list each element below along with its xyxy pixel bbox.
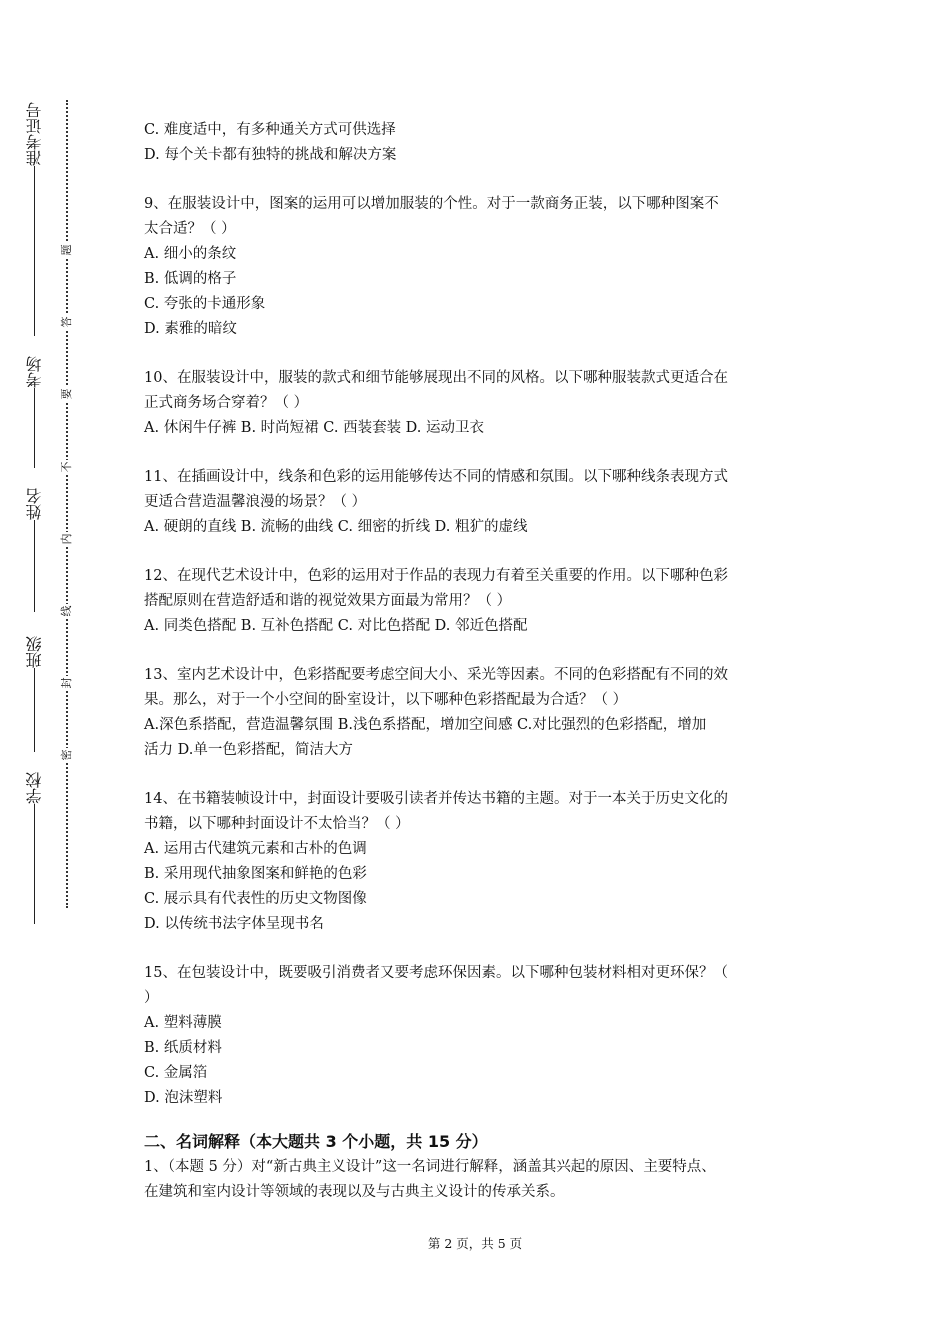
question-stem: 13、室内艺术设计中，色彩搭配要考虑空间大小、采光等因素。不同的色彩搭配有不同的效 bbox=[144, 667, 728, 683]
option-line: C. 难度适中，有多种通关方式可供选择 bbox=[144, 122, 396, 138]
option-line: A. 同类色搭配 B. 互补色搭配 C. 对比色搭配 D. 邻近色搭配 bbox=[144, 618, 528, 634]
question-stem: 14、在书籍装帧设计中，封面设计要吸引读者并传达书籍的主题。对于一本关于历史文化的 bbox=[144, 791, 728, 807]
question-stem: 更适合营造温馨浪漫的场景？（ ） bbox=[144, 494, 367, 510]
question-stem: 10、在服装设计中，服装的款式和细节能够展现出不同的风格。以下哪种服装款式更适合在 bbox=[144, 370, 728, 386]
question-10 bbox=[144, 366, 810, 441]
seal-char: 要 bbox=[60, 388, 73, 400]
field-label: 准考证号 bbox=[25, 102, 44, 166]
field-label: 班级 bbox=[25, 636, 44, 668]
option-line: B. 低调的格子 bbox=[144, 271, 237, 287]
option-line: 活力 D.单一色彩搭配，简洁大方 bbox=[144, 742, 353, 758]
question-stem: 9、在服装设计中，图案的运用可以增加服装的个性。对于一款商务正装，以下哪种图案不 bbox=[144, 196, 719, 212]
option-line: A. 塑料薄膜 bbox=[144, 1015, 222, 1031]
option-line: A.深色系搭配，营造温馨氛围 B.浅色系搭配，增加空间感 C.对比强烈的色彩搭配，增加 bbox=[144, 717, 707, 733]
option-line: C. 展示具有代表性的历史文物图像 bbox=[144, 891, 367, 907]
side-field-school bbox=[22, 752, 48, 924]
seal-dots bbox=[66, 100, 68, 908]
seal-char: 内 bbox=[60, 533, 73, 545]
question-stem: 正式商务场合穿着？（ ） bbox=[144, 395, 309, 411]
term-question-1 bbox=[144, 1155, 810, 1205]
seal-char: 不 bbox=[60, 461, 73, 473]
question-stem: ） bbox=[144, 990, 159, 1006]
option-line: D. 泡沫塑料 bbox=[144, 1090, 223, 1106]
option-line: A. 休闲牛仔裤 B. 时尚短裙 C. 西装套装 D. 运动卫衣 bbox=[144, 420, 485, 436]
question-stem: 在建筑和室内设计等领域的表现以及与古典主义设计的传承关系。 bbox=[144, 1184, 565, 1200]
exam-content bbox=[144, 118, 810, 1205]
option-line: B. 采用现代抽象图案和鲜艳的色彩 bbox=[144, 866, 367, 882]
question-stem: 书籍，以下哪种封面设计不太恰当？（ ） bbox=[144, 816, 410, 832]
side-field-name bbox=[22, 468, 48, 612]
fill-line bbox=[35, 668, 36, 752]
option-line: D. 每个关卡都有独特的挑战和解决方案 bbox=[144, 147, 397, 163]
field-label: 姓名 bbox=[25, 488, 44, 520]
question-8-tail bbox=[144, 118, 810, 168]
question-15 bbox=[144, 961, 810, 1111]
question-stem: 太合适？（ ） bbox=[144, 221, 236, 237]
question-stem: 11、在插画设计中，线条和色彩的运用能够传达不同的情感和氛围。以下哪种线条表现方式 bbox=[144, 469, 728, 485]
question-stem: 果。那么，对于一个小空间的卧室设计，以下哪种色彩搭配最为合适？（ ） bbox=[144, 692, 628, 708]
side-field-exam-room bbox=[22, 336, 48, 468]
section-title: 二、名词解释（本大题共 3 个小题，共 15 分） bbox=[144, 1132, 488, 1151]
option-line: B. 纸质材料 bbox=[144, 1040, 222, 1056]
question-14 bbox=[144, 787, 810, 937]
option-line: A. 运用古代建筑元素和古朴的色调 bbox=[144, 841, 367, 857]
option-line: D. 以传统书法字体呈现书名 bbox=[144, 916, 324, 932]
option-line: A. 细小的条纹 bbox=[144, 246, 237, 262]
fill-line bbox=[35, 520, 36, 612]
question-stem: 12、在现代艺术设计中，色彩的运用对于作品的表现力有着至关重要的作用。以下哪种色彩 bbox=[144, 568, 728, 584]
question-stem: 1、（本题 5 分）对“新古典主义设计”这一名词进行解释，涵盖其兴起的原因、主要特点、 bbox=[144, 1159, 716, 1175]
side-field-class bbox=[22, 612, 48, 752]
field-label: 学校 bbox=[25, 772, 44, 804]
seal-char: 封 bbox=[60, 677, 73, 689]
seal-char: 题 bbox=[60, 244, 73, 256]
side-field-admission-number bbox=[22, 84, 48, 336]
seal-char: 线 bbox=[60, 605, 73, 617]
option-line: A. 硬朗的直线 B. 流畅的曲线 C. 细密的折线 D. 粗犷的虚线 bbox=[144, 519, 528, 535]
fill-line bbox=[35, 804, 36, 924]
question-stem: 15、在包装设计中，既要吸引消费者又要考虑环保因素。以下哪种包装材料相对更环保？（ bbox=[144, 965, 728, 981]
question-9 bbox=[144, 192, 810, 342]
question-11 bbox=[144, 465, 810, 540]
question-13 bbox=[144, 663, 810, 763]
option-line: D. 素雅的暗纹 bbox=[144, 321, 237, 337]
question-12 bbox=[144, 564, 810, 639]
option-line: C. 夸张的卡通形象 bbox=[144, 296, 266, 312]
question-stem: 搭配原则在营造舒适和谐的视觉效果方面最为常用？（ ） bbox=[144, 593, 512, 609]
seal-char: 密 bbox=[60, 749, 73, 761]
page-number: 第 2 页，共 5 页 bbox=[427, 1236, 523, 1251]
field-label: 考场 bbox=[25, 356, 44, 388]
seal-line bbox=[60, 100, 74, 908]
seal-char: 答 bbox=[60, 316, 73, 328]
fill-line bbox=[35, 166, 36, 336]
option-line: C. 金属箔 bbox=[144, 1065, 208, 1081]
fill-line bbox=[35, 388, 36, 468]
